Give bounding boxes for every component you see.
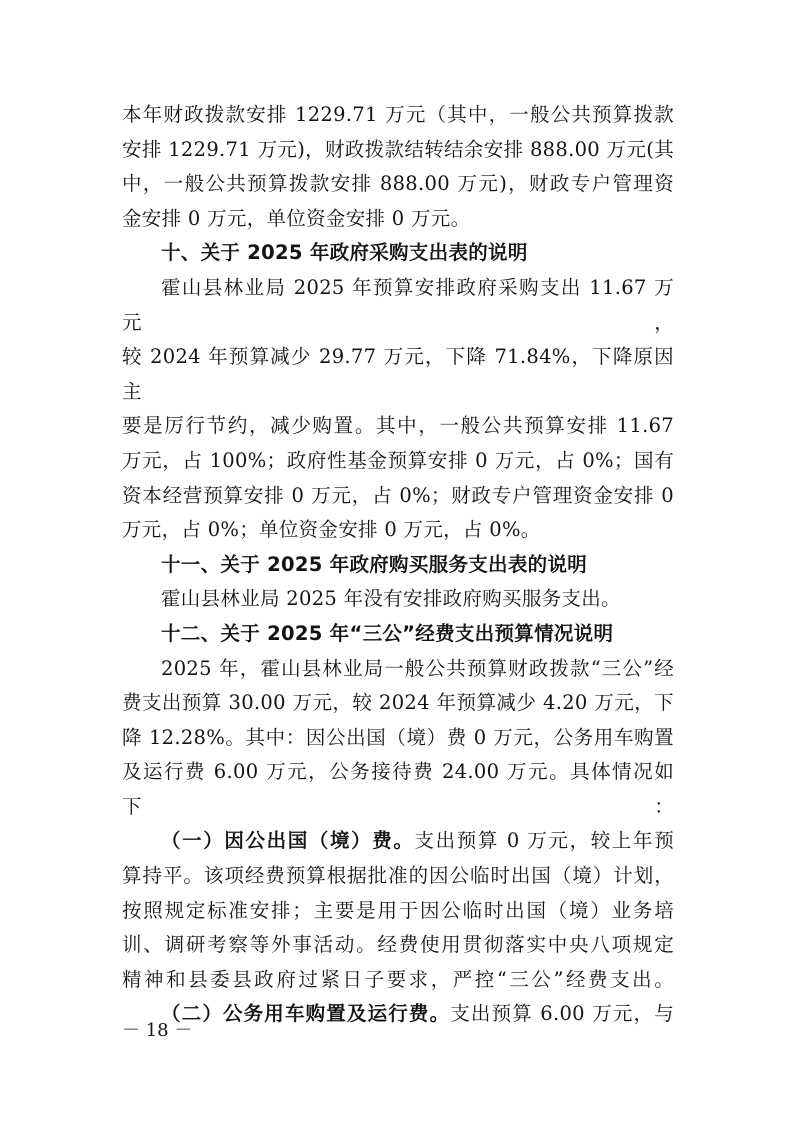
page-number: － 18 － [122,1020,193,1041]
text-line [122,997,674,1032]
text-span: 支出预算 6.00 万元，与 [450,1002,675,1026]
text-line: 本年财政拨款安排 1229.71 万元（其中，一般公共预算拨款 [122,103,674,126]
section-heading-11: 十一、关于 2025 年政府购买服务支出表的说明 [161,552,588,576]
text-line: 2025 年，霍山县林业局一般公共预算财政拨款“三公”经 [161,656,674,680]
text-line: 金安排 0 万元，单位资金安排 0 万元。 [122,206,471,230]
text-line: 霍山县林业局 2025 年没有安排政府购买服务支出。 [161,587,621,611]
text-line: 要是厉行节约，减少购置。其中，一般公共预算安排 11.67 [122,414,674,438]
text-line: 训、调研考察等外事活动。经费使用贯彻落实中央八项规定 [122,933,674,957]
text-line: 霍山县林业局 2025 年预算安排政府采购支出 11.67 万元， [122,275,674,334]
text-line: 中，一般公共预算拨款安排 888.00 万元)，财政专户管理资 [122,172,674,196]
text-span: 支出预算 0 万元，较上年预 [414,829,674,853]
text-line: 万元，占 100%；政府性基金预算安排 0 万元，占 0%；国有 [122,448,674,472]
subsection-title-1: （一）因公出国（境）费。 [161,829,415,853]
text-line: 较 2024 年预算减少 29.77 万元，下降 71.84%，下降原因主 [122,345,674,403]
text-line [122,824,674,859]
text-line: 万元，占 0%；单位资金安排 0 万元，占 0%。 [122,518,541,542]
text-line: 精神和县委县政府过紧日子要求，严控“三公”经费支出。 [122,967,674,991]
text-line: 及运行费 6.00 万元，公务接待费 24.00 万元。具体情况如下： [122,760,674,818]
document-body [122,98,674,1032]
text-line: 安排 1229.71 万元)，财政拨款结转结余安排 888.00 万元(其 [122,137,674,161]
section-heading-12: 十二、关于 2025 年“三公”经费支出预算情况说明 [161,621,614,645]
text-line: 算持平。该项经费预算根据批准的因公临时出国（境）计划， [122,864,674,888]
text-line: 费支出预算 30.00 万元，较 2024 年预算减少 4.20 万元，下 [122,691,674,715]
text-line: 资本经营预算安排 0 万元，占 0%；财政专户管理资金安排 0 [122,483,674,507]
text-line: 降 12.28%。其中：因公出国（境）费 0 万元，公务用车购置 [122,725,674,749]
text-line: 按照规定标准安排；主要是用于因公临时出国（境）业务培 [122,898,674,922]
section-heading-10: 十、关于 2025 年政府采购支出表的说明 [161,241,528,265]
subsection-title-2: （二）公务用车购置及运行费。 [161,1002,451,1026]
